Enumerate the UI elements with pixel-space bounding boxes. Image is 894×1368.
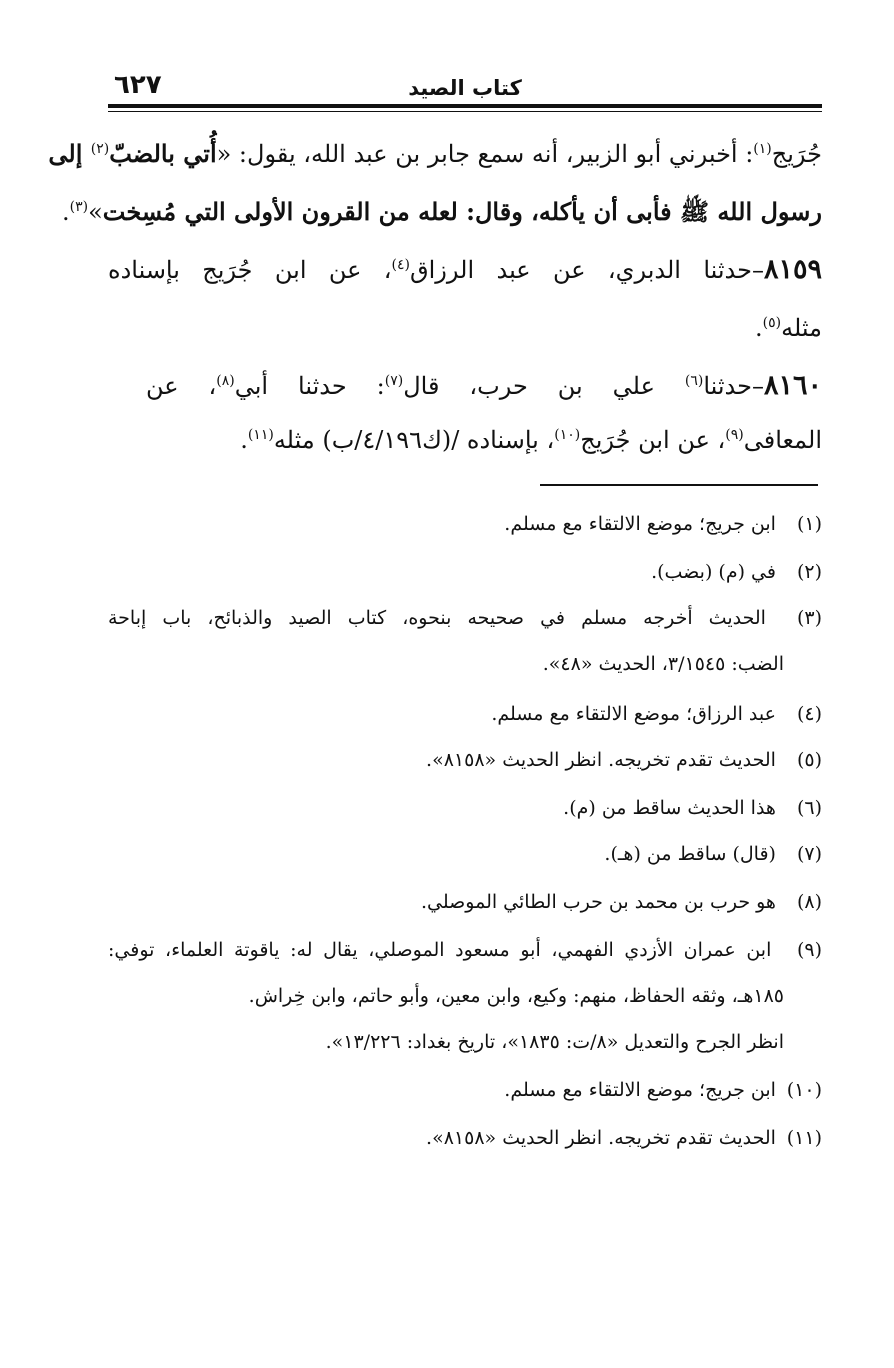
footnote-marker: (٦) [796, 797, 822, 819]
page-title: كتاب الصيد [408, 76, 522, 100]
footnote-marker: (٧) [796, 843, 822, 865]
footnote-marker: (٣) [796, 607, 822, 629]
footnote-marker: (١١) [786, 1127, 822, 1149]
footnote-9: (٩) ابن عمران الأزدي الفهمي، أبو مسعود الموصلي، يقال له: ياقوتة العلماء، توفي: [108, 934, 822, 966]
hadith-number: ٨١٥٩ [763, 254, 822, 285]
footnote-9-cont-2: انظر الجرح والتعديل «٨/ت: ١٨٣٥»، تاريخ بغداد: ١٣/٢٢٦». [325, 1031, 784, 1053]
footnote-marker: (٥) [796, 749, 822, 771]
footnote-9-cont-1: ١٨٥هـ، وثقه الحفاظ، منهم: وكيع، وابن معين، وأبو حاتم، وابن خِراش. [248, 985, 784, 1007]
main-text-line-1: جُرَيج$^{(١)}$: أخبرني أبو الزبير، أنه سمع جابر بن عبد الله، يقول: «أُتي بالضبّ$^{(٢)}$ إلى [48, 139, 822, 168]
footnote-5: (٥) الحديث تقدم تخريجه. انظر الحديث «٨١٥٨». [108, 744, 822, 776]
footnote-marker: (١٠) [786, 1079, 822, 1101]
hadith-8160-line-2: المعافى$^{(٩)}$، عن ابن جُرَيج$^{(١٠)}$، بإسناده /(ك٤/١٩٦/ب) مثله$^{(١١)}$. [240, 426, 822, 454]
footnote-4: (٤) عبد الرزاق؛ موضع الالتقاء مع مسلم. [108, 698, 822, 730]
header-rule-thick [108, 104, 822, 108]
footnote-marker: (٢) [796, 561, 822, 583]
footnote-3-cont: الضب: ٣/١٥٤٥، الحديث «٤٨». [542, 653, 784, 675]
footnote-marker: (١) [796, 513, 822, 535]
page-number: ٦٢٧ [114, 70, 162, 100]
footnote-6: (٦) هذا الحديث ساقط من (م). [108, 792, 822, 824]
footnote-2: (٢) في (م) (بضب). [108, 556, 822, 588]
footnote-marker: (٨) [796, 891, 822, 913]
footnote-7: (٧) (قال) ساقط من (هـ). [108, 838, 822, 870]
page-header [108, 68, 822, 106]
footnote-3: (٣) الحديث أخرجه مسلم في صحيحه بنحوه، كتاب الصيد والذبائح، باب إباحة [108, 602, 822, 634]
footnote-11: (١١) الحديث تقدم تخريجه. انظر الحديث «٨١٥٨». [108, 1122, 822, 1154]
footnote-1: (١) ابن جريج؛ موضع الالتقاء مع مسلم. [108, 508, 822, 540]
footnote-separator [540, 484, 818, 486]
footnote-10: (١٠) ابن جريج؛ موضع الالتقاء مع مسلم. [108, 1074, 822, 1106]
footnote-marker: (٩) [796, 939, 822, 961]
header-rule-thin [108, 111, 822, 112]
hadith-8160-line-1: ٨١٦٠–حدثنا$^{(٦)}$ علي بن حرب، قال$^{(٧)}$: حدثنا أبي$^{(٨)}$، عن [146, 370, 822, 401]
footnote-8: (٨) هو حرب بن محمد بن حرب الطائي الموصلي. [108, 886, 822, 918]
footnote-marker: (٤) [796, 703, 822, 725]
hadith-number: ٨١٦٠ [763, 370, 822, 401]
hadith-8159-line-1: ٨١٥٩–حدثنا الدبري، عن عبد الرزاق$^{(٤)}$، عن ابن جُرَيج بإسناده [108, 254, 822, 285]
main-text-line-2: رسول الله ﷺ فأبى أن يأكله، وقال: لعله من القرون الأولى التي مُسِخت»$^{(٣)}$. [61, 197, 822, 226]
hadith-8159-line-2: مثله$^{(٥)}$. [754, 314, 822, 342]
